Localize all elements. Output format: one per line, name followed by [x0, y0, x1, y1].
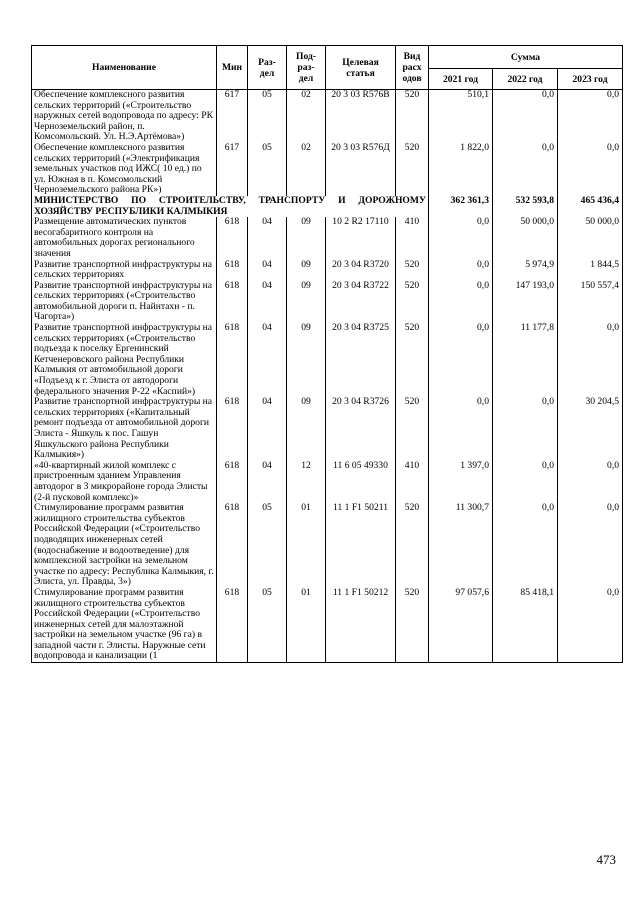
cell-y2022: 11 177,8 [493, 323, 558, 397]
cell-min: 618 [217, 397, 248, 461]
cell-y2021: 97 057,6 [429, 588, 493, 663]
cell-y2023: 0,0 [558, 143, 623, 196]
col-header-2021: 2021 год [429, 69, 493, 90]
cell-pr: 12 [287, 461, 326, 503]
cell-pr: 02 [287, 143, 326, 196]
cell-pr: 01 [287, 588, 326, 663]
table-row [32, 260, 623, 281]
table-row [32, 323, 623, 397]
cell-cs: 20 3 04 R3722 [326, 281, 396, 323]
table-row [32, 281, 623, 323]
cell-y2022: 0,0 [493, 503, 558, 588]
cell-pr: 09 [287, 260, 326, 281]
ministry-row [32, 196, 623, 217]
cell-name: Развитие транспортной инфраструктуры на сельских территориях («Капитальный ремонт подъезда от автомобильной дороги Элиста - Яшкуль к пос. Гашун Яшкульского района Республики Калмыкия») [32, 397, 217, 461]
ministry-total-2023: 465 436,4 [558, 196, 623, 217]
cell-vr: 520 [396, 143, 429, 196]
col-header-vid: Вид расх одов [396, 46, 429, 90]
cell-y2023: 0,0 [558, 323, 623, 397]
cell-pr: 09 [287, 397, 326, 461]
cell-vr: 520 [396, 323, 429, 397]
cell-y2023: 50 000,0 [558, 217, 623, 259]
cell-rz: 04 [248, 281, 287, 323]
cell-y2023: 150 557,4 [558, 281, 623, 323]
cell-min: 618 [217, 323, 248, 397]
cell-y2022: 0,0 [493, 143, 558, 196]
table-row [32, 461, 623, 503]
cell-y2022: 50 000,0 [493, 217, 558, 259]
col-header-razdel: Раз- дел [248, 46, 287, 90]
cell-vr: 520 [396, 260, 429, 281]
cell-rz: 05 [248, 90, 287, 143]
table-row [32, 217, 623, 259]
cell-name: Размещение автоматических пунктов весогабаритного контроля на автомобильных дорогах регионального значения [32, 217, 217, 259]
cell-rz: 04 [248, 260, 287, 281]
table-header [32, 46, 623, 90]
cell-y2022: 5 974,9 [493, 260, 558, 281]
cell-y2021: 1 397,0 [429, 461, 493, 503]
cell-y2022: 0,0 [493, 397, 558, 461]
cell-y2022: 147 193,0 [493, 281, 558, 323]
cell-cs: 20 3 04 R3726 [326, 397, 396, 461]
cell-min: 618 [217, 503, 248, 588]
cell-min: 618 [217, 281, 248, 323]
cell-rz: 05 [248, 588, 287, 663]
cell-cs: 11 1 F1 50211 [326, 503, 396, 588]
cell-y2022: 0,0 [493, 90, 558, 143]
cell-rz: 04 [248, 461, 287, 503]
table-row [32, 143, 623, 196]
cell-name: Стимулирование программ развития жилищного строительства субъектов Российской Федерации («Строительство инженерных сетей для малоэтажной застройки на земельном участке (96 га) в западной части г. Элисты. Наружные сети водопровода и канализации (1 [32, 588, 217, 663]
cell-y2021: 0,0 [429, 323, 493, 397]
cell-y2022: 0,0 [493, 461, 558, 503]
cell-y2021: 1 822,0 [429, 143, 493, 196]
cell-y2023: 30 204,5 [558, 397, 623, 461]
cell-min: 618 [217, 260, 248, 281]
cell-rz: 04 [248, 217, 287, 259]
cell-min: 617 [217, 143, 248, 196]
cell-y2021: 0,0 [429, 281, 493, 323]
col-header-2023: 2023 год [558, 69, 623, 90]
budget-table [31, 45, 623, 663]
cell-name: Стимулирование программ развития жилищного строительства субъектов Российской Федерации («Строительство подводящих инженерных сетей (водоснабжение и водоотведение) для комплексной застройки на земельном участке по адресу: Республика Калмыкия, г. Элиста, ул. Правды, 3») [32, 503, 217, 588]
col-header-target: Целевая статья [326, 46, 396, 90]
cell-rz: 04 [248, 397, 287, 461]
cell-name: «40-квартирный жилой комплекс с пристроенным зданием Управления автодорог в 3 микрорайоне города Элисты (2-й пусковой комплекс)» [32, 461, 217, 503]
cell-vr: 520 [396, 503, 429, 588]
cell-pr: 09 [287, 281, 326, 323]
cell-vr: 520 [396, 281, 429, 323]
table-row [32, 503, 623, 588]
table-row [32, 397, 623, 461]
cell-cs: 20 3 04 R3725 [326, 323, 396, 397]
cell-vr: 520 [396, 90, 429, 143]
page-number: 473 [596, 852, 616, 867]
cell-name: Обеспечение комплексного развития сельских территорий («Строительство наружных сетей водопровода по адресу: РК Черноземельский район, п. Комсомольский. Ул. Н.Э.Артёмова») [32, 90, 217, 143]
cell-rz: 04 [248, 323, 287, 397]
table-row [32, 90, 623, 143]
cell-y2021: 11 300,7 [429, 503, 493, 588]
cell-y2021: 0,0 [429, 260, 493, 281]
col-header-2022: 2022 год [493, 69, 558, 90]
cell-y2023: 0,0 [558, 588, 623, 663]
cell-y2021: 510,1 [429, 90, 493, 143]
cell-name: Развитие транспортной инфраструктуры на сельских территориях («Строительство автомобильной дороги п. Найнтахн - п. Чагорта») [32, 281, 217, 323]
col-header-name: Наименование [32, 46, 217, 90]
col-header-min: Мин [217, 46, 248, 90]
cell-min: 618 [217, 588, 248, 663]
cell-min: 618 [217, 217, 248, 259]
ministry-total-2021: 362 361,3 [429, 196, 493, 217]
table-body [32, 90, 623, 663]
cell-cs: 10 2 R2 17110 [326, 217, 396, 259]
cell-pr: 01 [287, 503, 326, 588]
cell-vr: 410 [396, 461, 429, 503]
cell-pr: 09 [287, 217, 326, 259]
ministry-total-2022: 532 593,8 [493, 196, 558, 217]
col-header-summa: Сумма [429, 46, 623, 69]
cell-vr: 410 [396, 217, 429, 259]
cell-y2022: 85 418,1 [493, 588, 558, 663]
cell-cs: 11 1 F1 50212 [326, 588, 396, 663]
cell-pr: 09 [287, 323, 326, 397]
table-row [32, 588, 623, 663]
cell-cs: 20 3 03 R576Д [326, 143, 396, 196]
cell-name: Развитие транспортной инфраструктуры на сельских территориях («Строительство подъезда к поселку Ергенинский Кетченеровского района Республики Калмыкия от автомобильной дороги «Подъезд к г. Элиста от автодороги федерального значения Р-22 «Каспий») [32, 323, 217, 397]
cell-y2023: 0,0 [558, 90, 623, 143]
cell-cs: 11 6 05 49330 [326, 461, 396, 503]
cell-y2023: 1 844,5 [558, 260, 623, 281]
cell-rz: 05 [248, 143, 287, 196]
ministry-title: МИНИСТЕРСТВО ПО СТРОИТЕЛЬСТВУ, ТРАНСПОРТУ И ДОРОЖНОМУ ХОЗЯЙСТВУ РЕСПУБЛИКИ КАЛМЫКИЯ [32, 196, 429, 217]
cell-vr: 520 [396, 397, 429, 461]
col-header-podrazdel: Под- раз- дел [287, 46, 326, 90]
cell-min: 617 [217, 90, 248, 143]
cell-y2021: 0,0 [429, 217, 493, 259]
cell-vr: 520 [396, 588, 429, 663]
cell-cs: 20 3 03 R576В [326, 90, 396, 143]
cell-name: Развитие транспортной инфраструктуры на сельских территориях [32, 260, 217, 281]
cell-y2023: 0,0 [558, 461, 623, 503]
cell-min: 618 [217, 461, 248, 503]
cell-y2021: 0,0 [429, 397, 493, 461]
cell-cs: 20 3 04 R3720 [326, 260, 396, 281]
cell-pr: 02 [287, 90, 326, 143]
cell-name: Обеспечение комплексного развития сельских территорий («Электрификация земельных участков под ИЖС( 10 ед.) по ул. Южная в п. Комсомольский Черноземельского района РК») [32, 143, 217, 196]
cell-y2023: 0,0 [558, 503, 623, 588]
cell-rz: 05 [248, 503, 287, 588]
